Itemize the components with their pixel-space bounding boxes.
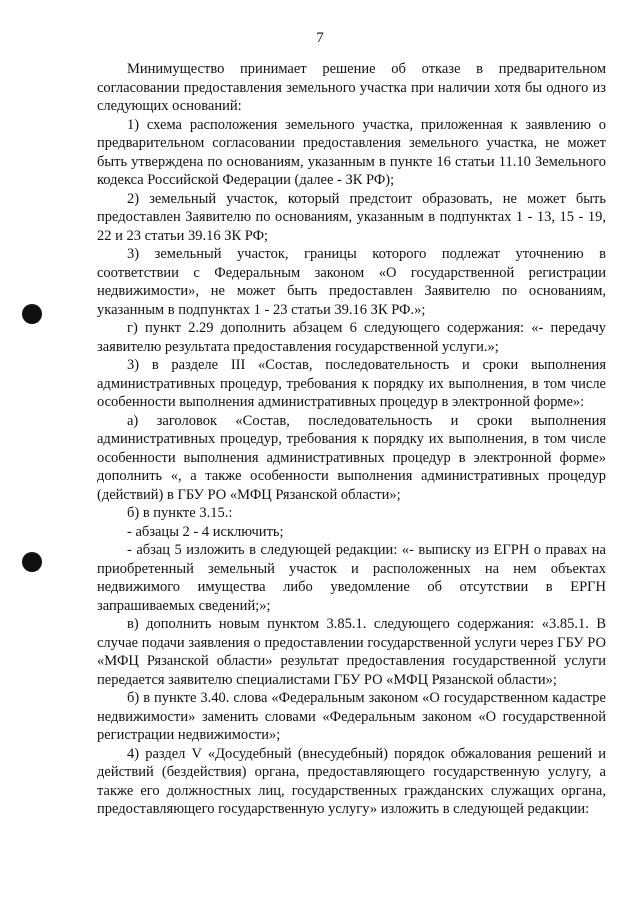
paragraph: 1) схема расположения земельного участка, приложенная к заявлению о предварительном согласовании предоставления земельного участка, не может быть утверждена по основаниям, указанным в пункте 16 статьи 11.10 Земельного кодекса Российской Федерации (далее - ЗК РФ);: [97, 116, 606, 188]
paragraph: б) в пункте 3.15.:: [127, 505, 233, 521]
paragraph: в) дополнить новым пунктом 3.85.1. следующего содержания: «3.85.1. В случае подачи заявления о предоставлении государственной услуги через ГБУ РО «МФЦ Рязанской области» результат предоставления государственной услуги передается заявителю специалистами ГБУ РО «МФЦ Рязанской области»;: [97, 616, 606, 688]
punch-hole-top: [22, 304, 42, 324]
page-number: 7: [316, 30, 324, 46]
paragraph: - абзацы 2 - 4 исключить;: [127, 523, 284, 540]
paragraph: б) в пункте 3.40. слова «Федеральным законом «О государственном кадастре недвижимости» заменить словами «Федеральным законом «О государственной регистрации недвижимости»;: [97, 690, 606, 743]
paragraph: Минимущество принимает решение об отказе в предварительном согласовании предоставления земельного участка при наличии хотя бы одного из следующих оснований:: [97, 61, 606, 114]
document-body: [97, 60, 606, 819]
paragraph: 4) раздел V «Досудебный (внесудебный) порядок обжалования решений и действий (бездействия) органа, предоставляющего государственную услугу, а также его должностных лиц, государственных гражданских служащих органа, предоставляющего государственную услугу» изложить в следующей редакции:: [97, 745, 606, 817]
punch-hole-bottom: [22, 552, 42, 572]
paragraph: - абзац 5 изложить в следующей редакции: «- выписку из ЕГРН о правах на приобретенный земельный участок и расположенных на нем объектах недвижимого имущества либо уведомление об отсутствии в ЕРГН запрашиваемых сведений;»;: [97, 542, 606, 614]
paragraph: 3) земельный участок, границы которого подлежат уточнению в соответствии с Федеральным законом «О государственной регистрации недвижимости», не может быть предоставлен Заявителю по основаниям, указанным в подпунктах 1 - 23 статьи 39.16 ЗК РФ.»;: [97, 246, 606, 318]
paragraph: г) пункт 2.29 дополнить абзацем 6 следующего содержания: «- передачу заявителю результата предоставления государственной услуги.»;: [97, 320, 606, 355]
paragraph: 2) земельный участок, который предстоит образовать, не может быть предоставлен Заявителю по основаниям, указанным в подпунктах 1 - 13, 15 - 19, 22 и 23 статьи 39.16 ЗК РФ;: [97, 190, 606, 244]
paragraph: а) заголовок «Состав, последовательность и сроки выполнения административных процедур, требования к порядку их выполнения, в том числе особенности выполнения административных процедур в электронной форме» дополнить «, а также особенности выполнения административных процедур (действий) в ГБУ РО «МФЦ Рязанской области»;: [97, 412, 606, 503]
paragraph: 3) в разделе III «Состав, последовательность и сроки выполнения административных процедур, требования к порядку их выполнения, в том числе особенности выполнения административных процедур в электронной форме»:: [97, 357, 606, 410]
